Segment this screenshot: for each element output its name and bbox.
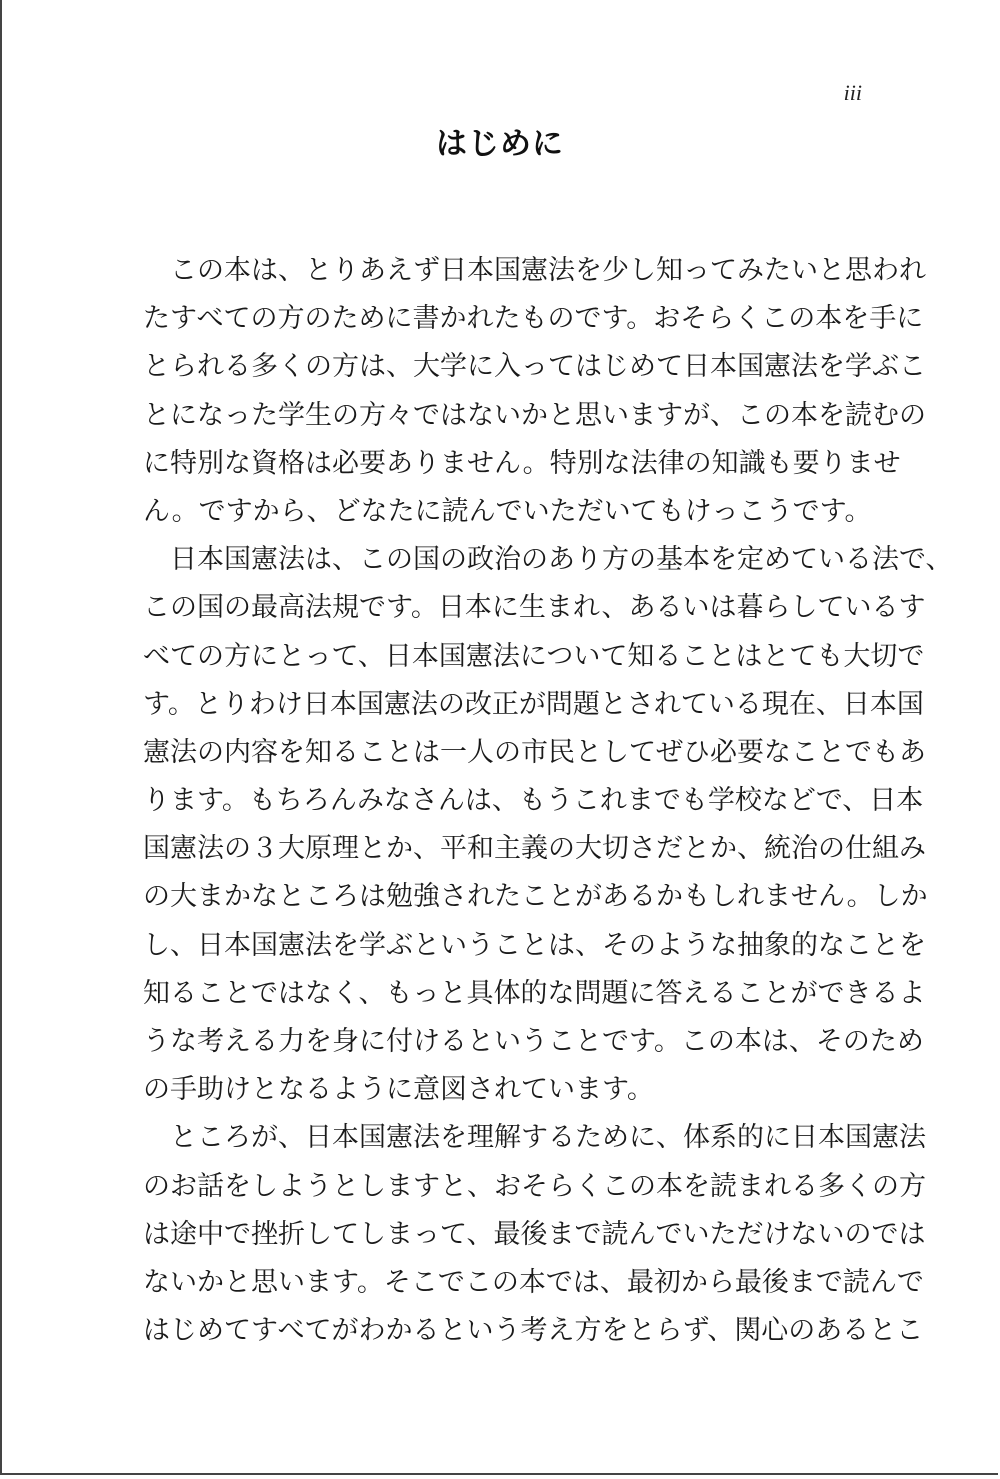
text-line: のお話をしようとしますと、おそらくこの本を読まれる多くの方 [143, 1170, 926, 1202]
text-line: す。とりわけ日本国憲法の改正が問題とされている現在、日本国 [143, 688, 924, 720]
text-line: たすべての方のために書かれたものです。おそらくこの本を手に [143, 303, 924, 335]
text-line: の手助けとなるように意図されています。 [143, 1074, 654, 1106]
text-line: ん。ですから、どなたに読んでいただいてもけっこうです。 [143, 495, 872, 527]
page-number: iii [843, 80, 862, 105]
text-line: とになった学生の方々ではないかと思いますが、この本を読むの [143, 399, 926, 431]
text-line: この国の最高法規です。日本に生まれ、あるいは暮らしているす [143, 592, 926, 624]
text-line: 国憲法の３大原理とか、平和主義の大切さだとか、統治の仕組み [143, 833, 926, 865]
text-line: に特別な資格は必要ありません。特別な法律の知識も要りませ [143, 447, 901, 479]
text-line: は途中で挫折してしまって、最後まで読んでいただけないのでは [143, 1218, 926, 1250]
text-line: 日本国憲法は、この国の政治のあり方の基本を定めている法で、 [143, 544, 953, 576]
text-line: し、日本国憲法を学ぶということは、そのような抽象的なことを [143, 929, 926, 961]
text-line: の大まかなところは勉強されたことがあるかもしれません。しか [143, 881, 928, 913]
text-line: うな考える力を身に付けるということです。この本は、そのため [143, 1026, 924, 1057]
text-line: この本は、とりあえず日本国憲法を少し知ってみたいと思われ [143, 255, 926, 286]
text-line: ないかと思います。そこでこの本では、最初から最後まで読んで [143, 1266, 924, 1298]
text-line: 憲法の内容を知ることは一人の市民としてぜひ必要なことでもあ [143, 736, 926, 768]
text-line: 知ることではなく、もっと具体的な問題に答えることができるよ [143, 977, 926, 1009]
text-line: はじめてすべてがわかるという考え方をとらず、関心のあるとこ [143, 1315, 924, 1347]
body-text [143, 247, 953, 1355]
text-line: ところが、日本国憲法を理解するために、体系的に日本国憲法 [143, 1122, 926, 1154]
text-line: とられる多くの方は、大学に入ってはじめて日本国憲法を学ぶこ [143, 351, 926, 383]
text-line: ります。もちろんみなさんは、もうこれまでも学校などで、日本 [143, 785, 924, 817]
text-line: べての方にとって、日本国憲法について知ることはとても大切で [143, 640, 925, 672]
page-title: はじめに [436, 126, 564, 162]
